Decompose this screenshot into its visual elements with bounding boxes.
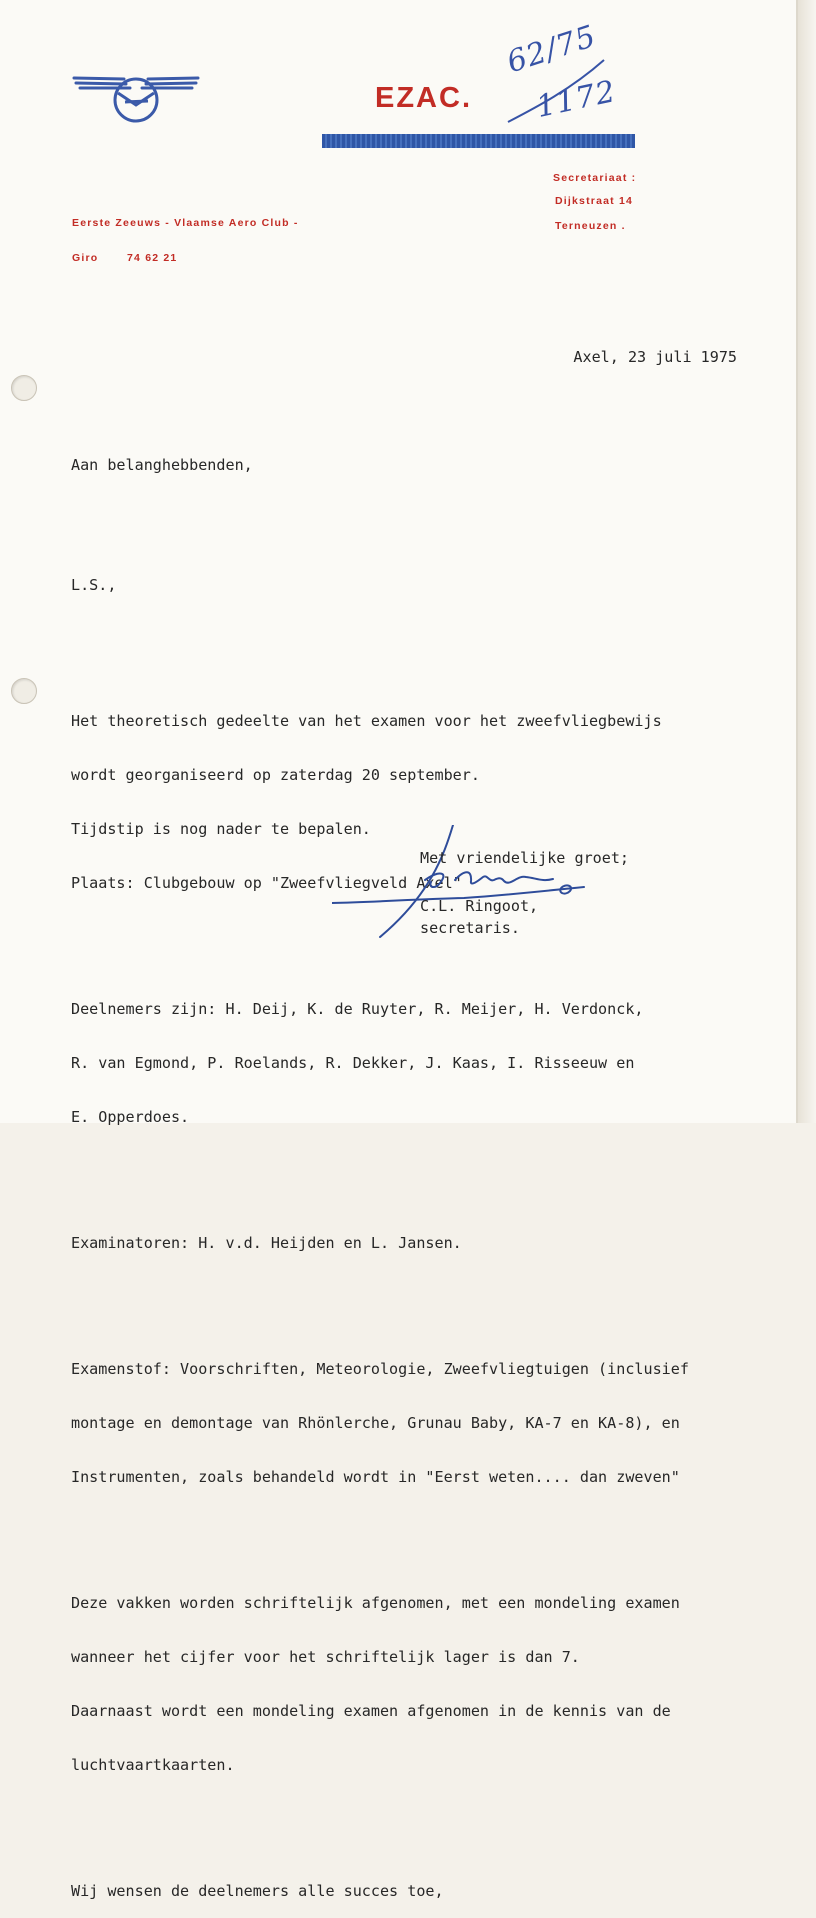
paragraph-line: Tijdstip is nog nader te bepalen. bbox=[71, 820, 371, 838]
paragraph-line: E. Opperdoes. bbox=[71, 1108, 190, 1126]
salutation: Aan belanghebbenden, bbox=[71, 456, 253, 474]
handwritten-annotation-bottom: 1172 bbox=[533, 74, 620, 125]
secretariat-title: Secretariaat : bbox=[553, 172, 637, 184]
paragraph-line: wordt georganiseerd op zaterdag 20 september. bbox=[71, 766, 480, 784]
paragraph-line: Daarnaast wordt een mondeling examen afgenomen in de kennis van de bbox=[71, 1702, 671, 1720]
paragraph-line: Plaats: Clubgebouw op "Zweefvliegveld Axel" bbox=[71, 874, 462, 892]
paragraph-line: Instrumenten, zoals behandeld wordt in "Eerst weten.... dan zweven" bbox=[71, 1468, 680, 1486]
paragraph-line: Wij wensen de deelnemers alle succes toe, bbox=[71, 1882, 444, 1900]
letter-body bbox=[71, 348, 751, 1918]
signer-role: secretaris. bbox=[420, 919, 520, 937]
paragraph-line: Examinatoren: H. v.d. Heijden en L. Jansen. bbox=[71, 1234, 462, 1252]
punch-hole-top bbox=[11, 375, 37, 401]
paragraph-line: Deze vakken worden schriftelijk afgenomen, met een mondeling examen bbox=[71, 1594, 680, 1612]
page-edge-shadow bbox=[798, 0, 816, 1123]
paragraph-line: Deelnemers zijn: H. Deij, K. de Ruyter, R. Meijer, H. Verdonck, bbox=[71, 1000, 644, 1018]
punch-hole-bottom bbox=[11, 678, 37, 704]
handwritten-annotation-top: 62/75 bbox=[502, 18, 601, 81]
paragraph-line: Het theoretisch gedeelte van het examen voor het zweefvliegbewijs bbox=[71, 712, 662, 730]
paragraph-line: luchtvaartkaarten. bbox=[71, 1756, 235, 1774]
winged-logo-icon bbox=[72, 68, 200, 128]
letter-date: Axel, 23 juli 1975 bbox=[573, 348, 737, 366]
giro-number: 74 62 21 bbox=[127, 252, 178, 264]
signature-block bbox=[420, 845, 629, 939]
giro-label: Giro bbox=[72, 252, 99, 264]
letterhead-blue-bar bbox=[322, 134, 635, 148]
paragraph-line: R. van Egmond, P. Roelands, R. Dekker, J. Kaas, I. Risseeuw en bbox=[71, 1054, 635, 1072]
club-full-name: Eerste Zeeuws - Vlaamse Aero Club - bbox=[72, 217, 299, 229]
ls-line: L.S., bbox=[71, 576, 117, 594]
brand-name: EZAC. bbox=[375, 82, 472, 114]
secretariat-street: Dijkstraat 14 bbox=[555, 195, 634, 207]
paragraph-line: Examenstof: Voorschriften, Meteorologie, Zweefvliegtuigen (inclusief bbox=[71, 1360, 689, 1378]
signer-name: C.L. Ringoot, bbox=[420, 897, 539, 915]
secretariat-city: Terneuzen . bbox=[555, 220, 626, 232]
closing-line: Met vriendelijke groet; bbox=[420, 849, 630, 867]
paragraph-line: wanneer het cijfer voor het schriftelijk lager is dan 7. bbox=[71, 1648, 580, 1666]
paragraph-line: montage en demontage van Rhönlerche, Grunau Baby, KA-7 en KA-8), en bbox=[71, 1414, 680, 1432]
